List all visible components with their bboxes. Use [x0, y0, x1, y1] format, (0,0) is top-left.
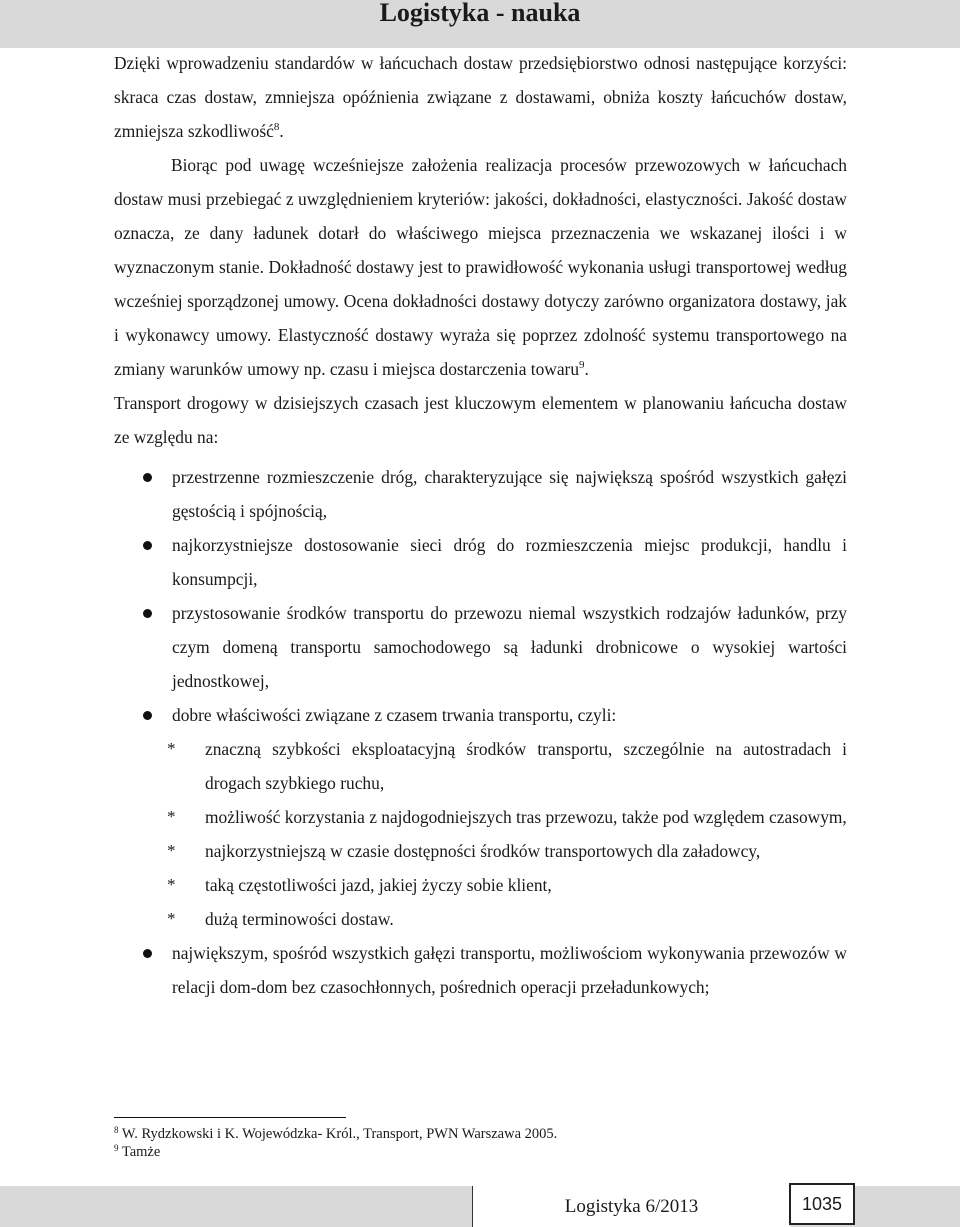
asterisk-icon: *: [167, 841, 176, 860]
paragraph-criteria: [114, 148, 847, 386]
list-item-text: przestrzenne rozmieszczenie dróg, charakteryzujące się największą spośród wszystkich gałęzi gęstością i spójnością,: [172, 467, 847, 521]
sub-list-item: [167, 800, 847, 834]
bullet-icon: [143, 541, 152, 550]
bullet-icon: [143, 609, 152, 618]
sub-list-item-text: możliwość korzystania z najdogodniejszych tras przewozu, także pod względem czasowym,: [205, 807, 847, 827]
paragraph-text: Dzięki wprowadzeniu standardów w łańcuchach dostaw przedsiębiorstwo odnosi następujące korzyści: skraca czas dostaw, zmniejsza opóźnienia związane z dostawami, obniża koszty łańcuchów dostaw, zmniejsza szkodliwość: [114, 53, 847, 141]
journal-name: Logistyka 6/2013: [472, 1186, 790, 1227]
asterisk-icon: *: [167, 875, 176, 894]
list-item: [114, 596, 847, 698]
sub-list-item-text: taką częstotliwości jazd, jakiej życzy sobie klient,: [205, 875, 552, 895]
sub-list: [167, 732, 847, 936]
footnote-divider: [114, 1117, 346, 1118]
sub-list-item: [167, 902, 847, 936]
bullet-icon: [143, 473, 152, 482]
article-body: [114, 46, 847, 1004]
sub-list-item-text: znaczną szybkości eksploatacyjną środków transportu, szczególnie na autostradach i drogach szybkiego ruchu,: [205, 739, 847, 793]
page-number: 1035: [789, 1183, 855, 1225]
list-item-text: przystosowanie środków transportu do przewozu niemal wszystkich rodzajów ładunków, przy czym domeną transportu samochodowego są ładunki drobnicowe o wysokiej wartości jednostkowej,: [172, 603, 847, 691]
paragraph-standards: [114, 46, 847, 148]
paragraph-road-transport: Transport drogowy w dzisiejszych czasach jest kluczowym elementem w planowaniu łańcucha dostaw ze względu na:: [114, 393, 847, 447]
footnote-number: 9: [114, 1143, 119, 1153]
paragraph-text: Biorąc pod uwagę wcześniejsze założenia realizacja procesów przewozowych w łańcuchach dostaw musi przebiegać z uwzględnieniem kryteriów: jakości, dokładności, elastyczności. Jakość dostaw oznacza, ze dany ładunek dotarł do właściwego miejsca przeznaczenia we wskazanej ilości i w wyznaczonym stanie. Dokładność dostawy jest to prawidłowość wykonania usługi transportowej według wcześniej sporządzonej umowy. Ocena dokładności dostawy dotyczy zarówno organizatora dostawy, jak i wykonawcy umowy. Elastyczność dostawy wyraża się poprzez zdolność systemu transportowego na zmiany warunków umowy np. czasu i miejsca dostarczenia towaru: [114, 155, 847, 379]
footnotes: [114, 1125, 847, 1161]
list-item: [114, 698, 847, 936]
footnote-8: [114, 1125, 847, 1143]
list-item-text: największym, spośród wszystkich gałęzi transportu, możliwościom wykonywania przewozów w relacji dom-dom bez czasochłonnych, pośrednich operacji przeładunkowych;: [172, 943, 847, 997]
list-item-text: dobre właściwości związane z czasem trwania transportu, czyli:: [172, 705, 617, 725]
footnote-9: [114, 1143, 847, 1161]
page-title: Logistyka - nauka: [379, 0, 581, 27]
paragraph-end: .: [279, 121, 284, 141]
footnote-ref-9[interactable]: 9: [579, 359, 585, 371]
footnote-ref-8[interactable]: 8: [273, 121, 280, 133]
sub-list-item-text: dużą terminowości dostaw.: [205, 909, 394, 929]
bullet-icon: [143, 711, 152, 720]
sub-list-item: [167, 868, 847, 902]
bullet-icon: [143, 949, 152, 958]
list-item: [114, 528, 847, 596]
footnote-number: 8: [114, 1125, 119, 1135]
asterisk-icon: *: [167, 909, 176, 928]
sub-list-item: [167, 732, 847, 800]
list-item-text: najkorzystniejsze dostosowanie sieci dróg do rozmieszczenia miejsc produkcji, handlu i konsumpcji,: [172, 535, 847, 589]
sub-list-item: [167, 834, 847, 868]
asterisk-icon: *: [167, 739, 176, 758]
footnote-text: Tamże: [118, 1144, 161, 1160]
sub-list-item-text: najkorzystniejszą w czasie dostępności środków transportowych dla załadowcy,: [205, 841, 761, 861]
asterisk-icon: *: [167, 807, 176, 826]
bullet-list: [114, 460, 847, 1004]
list-item: [114, 936, 847, 1004]
paragraph-end: .: [584, 359, 589, 379]
list-item: [114, 460, 847, 528]
footnote-text: W. Rydzkowski i K. Wojewódzka- Król., Transport, PWN Warszawa 2005.: [118, 1126, 558, 1142]
header-bar: [0, 0, 960, 48]
